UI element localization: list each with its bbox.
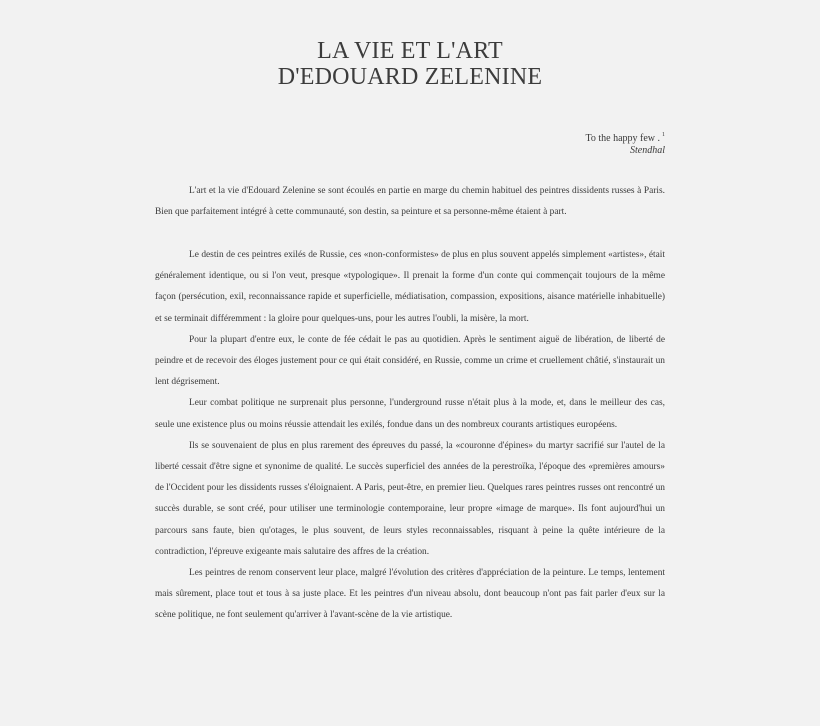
- epigraph-quote-text: To the happy few .: [585, 133, 660, 144]
- paragraph: Leur combat politique ne surprenait plus personne, l'underground russe n'était plus à la mode, et, dans le meilleur des cas, seule une existence plus ou moins réussie attendait les exilés, fondue dans un des nombreux courants artistiques européens.: [155, 398, 665, 430]
- paragraph: Le destin de ces peintres exilés de Russie, ces «non-conformistes» de plus en plus souvent appelés simplement «artistes», était généralement identique, ou si l'on veut, presque «typologique». Il prenait la forme d'un conte qui commençait toujours de la même façon (persécution, exil, reconnaissance rapide et superficielle, médiatisation, compassion, expositions, aisance matérielle inhabituelle) et se terminait différemment : la gloire pour quelques-uns, pour les autres l'oubli, la misère, la mort.: [155, 250, 665, 324]
- paragraph: Ils se souvenaient de plus en plus rarement des épreuves du passé, la «couronne d'épines» du martyr sacrifié sur l'autel de la liberté cessait d'être signe et synonime de qualité. Le succès superficiel des années de la perestroïka, l'époque des «premières amours» de l'Occident pour les dissidents russes s'éloignaient. A Paris, peut-être, en premier lieu. Quelques rares peintres russes ont rencontré un succès durable, se sont créé, pour utiliser une terminologie contemporaine, leur propre «image de marque». Ils font aujourd'hui un parcours sans faute, bien qu'otages, le plus souvent, de leurs styles reconnaissables, risquant à peine la quête intérieure de la contradiction, l'épreuve exigeante mais salutaire des affres de la création.: [155, 440, 665, 557]
- body-section-intro: [155, 181, 665, 223]
- page-title-line-1: LA VIE ET L'ART: [317, 38, 503, 64]
- epigraph-author: Stendhal: [630, 145, 665, 156]
- paragraph: Pour la plupart d'entre eux, le conte de fée cédait le pas au quotidien. Après le sentiment aiguë de libération, de liberté de peindre et de recevoir des éloges justement pour ce qui était considéré, en Russie, comme un crime et cruellement châtié, s'instaurait un lent dégrisement.: [155, 334, 665, 388]
- paragraph: L'art et la vie d'Edouard Zelenine se sont écoulés en partie en marge du chemin habituel des peintres dissidents russes à Paris. Bien que parfaitement intégré à cette communauté, son destin, sa peinture et sa personne-même étaient à part.: [155, 186, 665, 218]
- page-title-line-2: D'EDOUARD ZELENINE: [277, 64, 543, 90]
- footnote-marker: 1: [662, 132, 665, 138]
- paragraph: Les peintres de renom conservent leur place, malgré l'évolution des critères d'appréciation de la peinture. Le temps, lentement mais sûrement, place tout et tous à sa juste place. Et les peintres d'un niveau absolu, dont beaucoup n'ont pas fait parler d'eux sur la scène politique, ne font seulement qu'arriver à l'avant-scène de la vie artistique.: [155, 568, 665, 621]
- body-section-main: [155, 245, 665, 627]
